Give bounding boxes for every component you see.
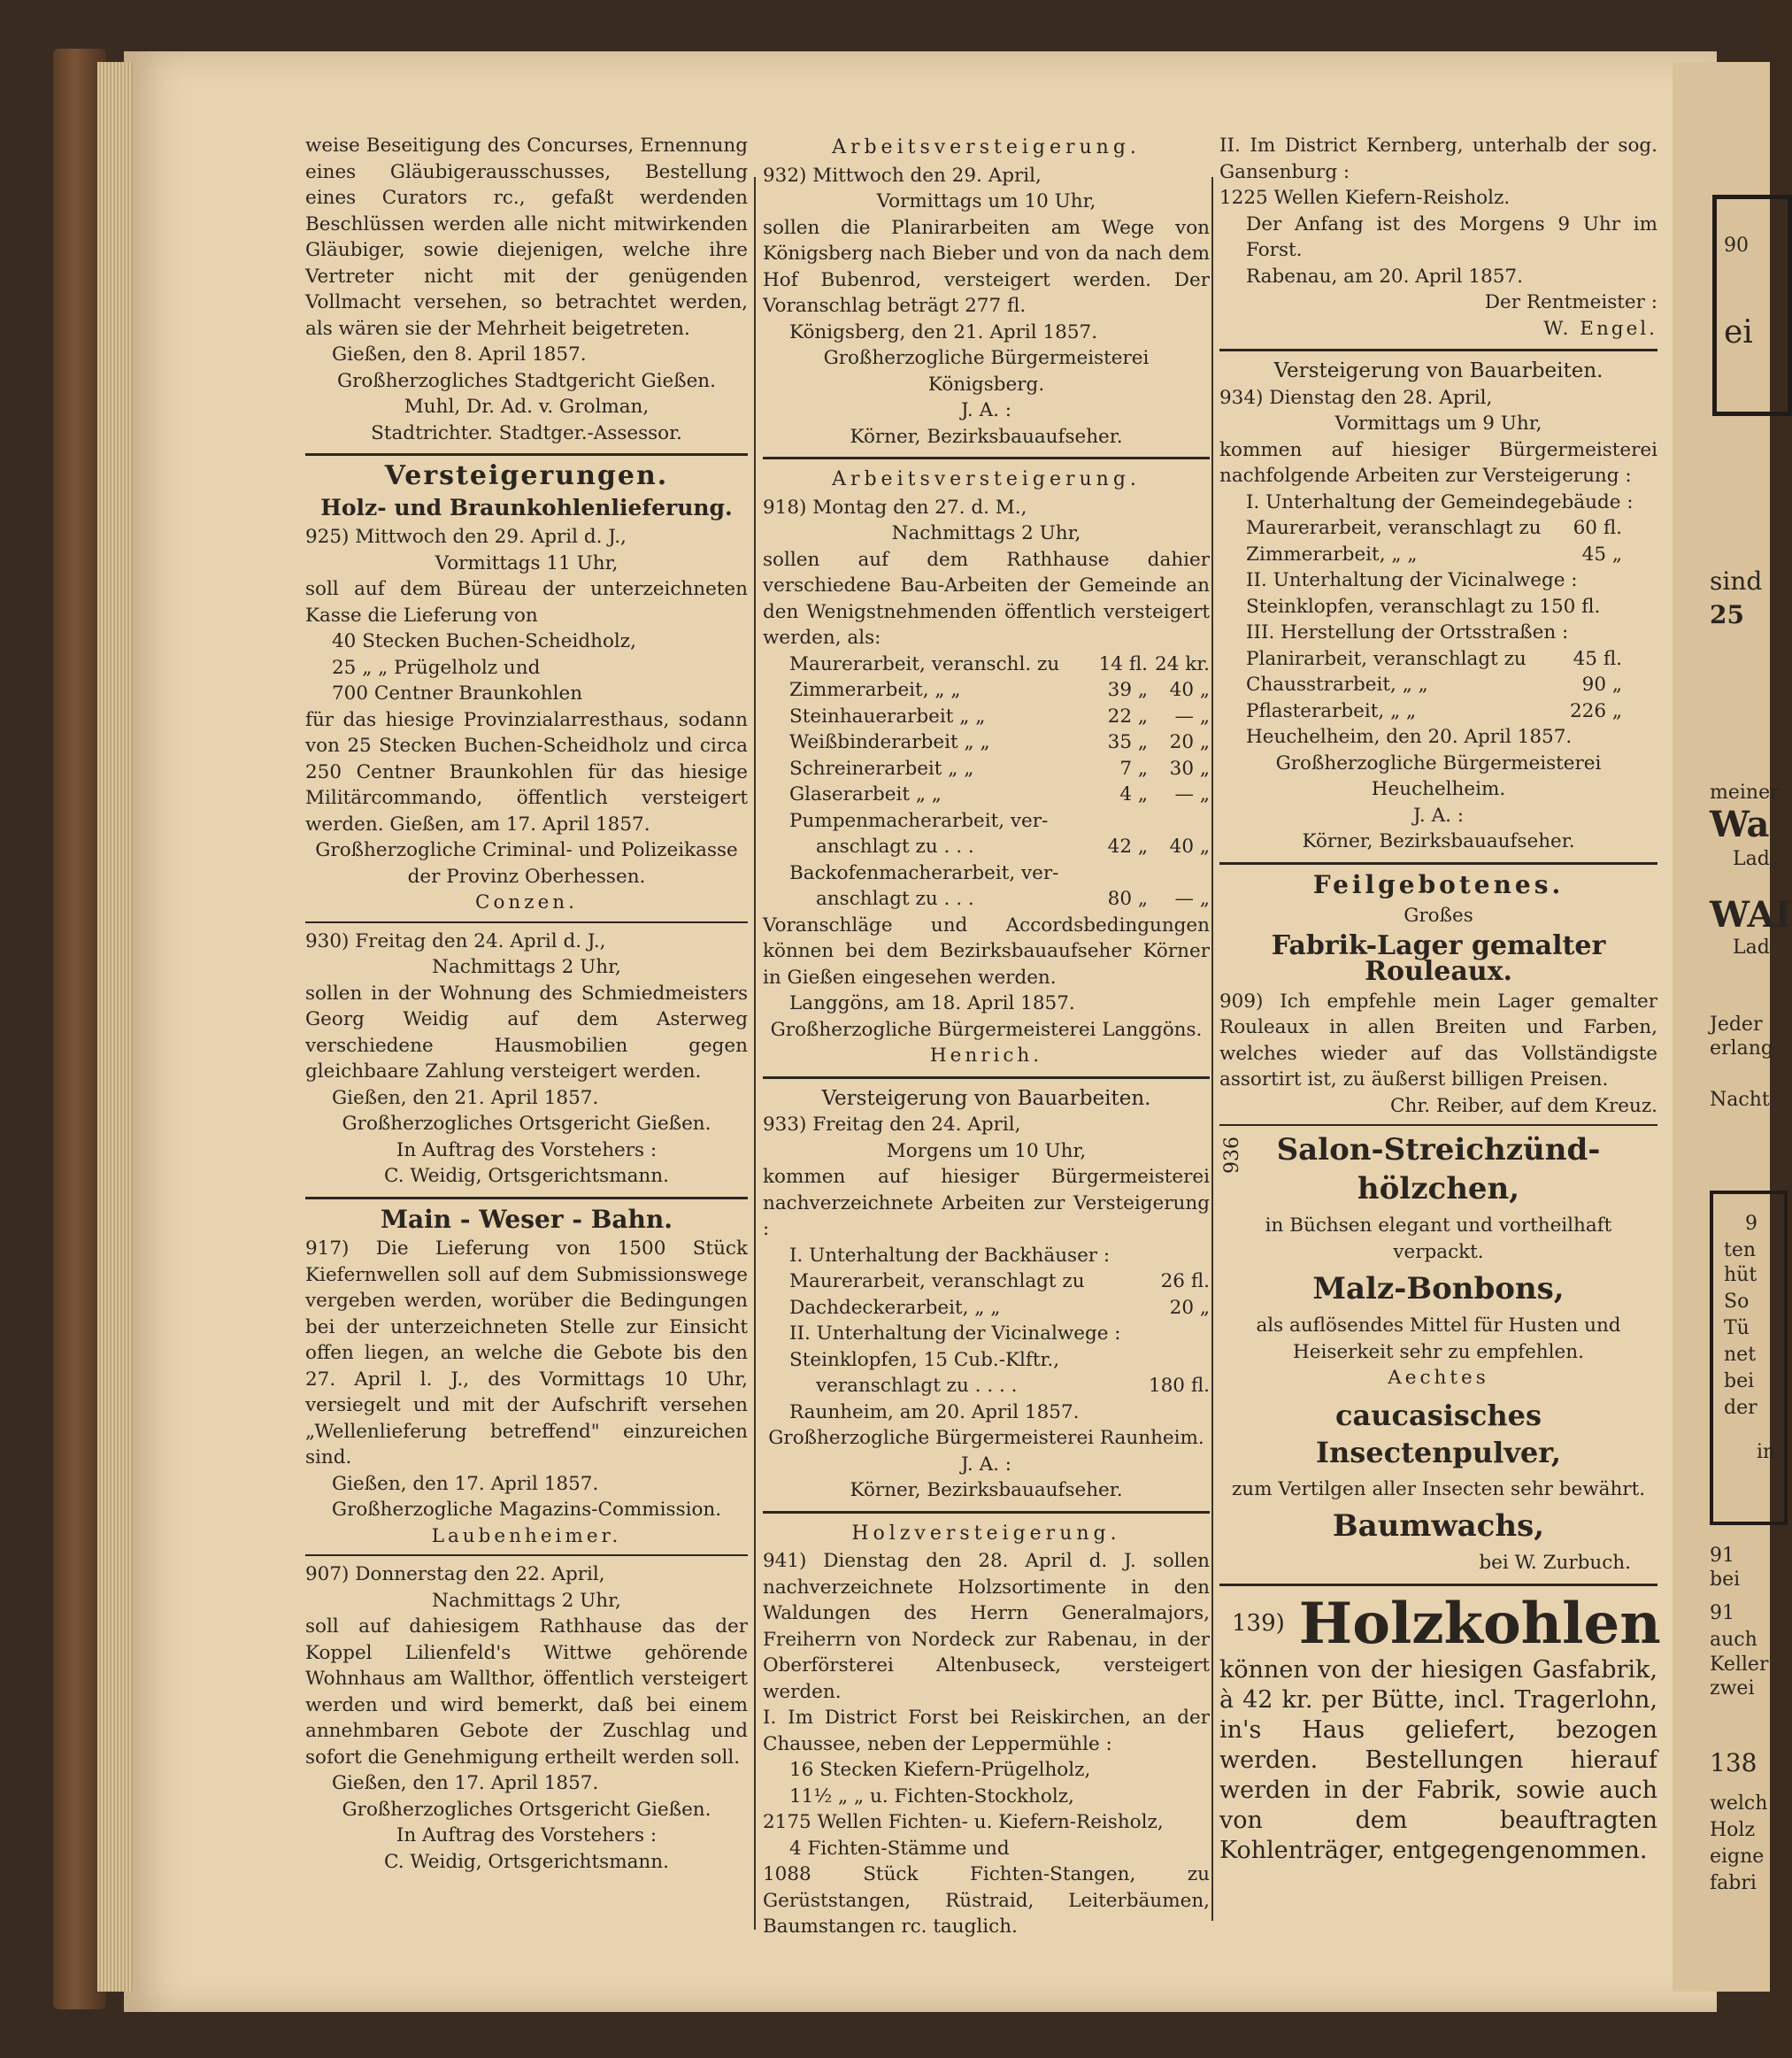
- price-kr: 24 kr.: [1155, 652, 1210, 675]
- ad-heading: Salon-Streichzünd-: [1276, 1132, 1601, 1168]
- ad-subhead: II. Im District Kernberg, unterhalb der sog. Gansenburg :: [1219, 135, 1657, 183]
- right-page-fragment: ten: [1724, 1239, 1757, 1261]
- price-item: Schreinerarbeit „ „: [789, 757, 974, 780]
- ad-text: können von der hiesigen Gasfabrik, à 42 kr. per Bütte, incl. Tragerlohn, in's Haus geliefert, bezogen werden. Bestellungen hierauf werden in der Fabrik, sowie auch von dem beauftragten Kohlenträger, entgegengenommen.: [1219, 1655, 1657, 1864]
- price-item: Planirarbeit, veranschlagt zu: [1246, 647, 1527, 670]
- ad-item: 25 „ „ Prügelholz und: [332, 656, 541, 679]
- right-page-fragment: 91: [1710, 1545, 1734, 1567]
- column-rule-1: [754, 177, 756, 1930]
- price-fl: 80 „: [1107, 888, 1148, 910]
- ad-text: sollen auf dem Rathhause dahier verschiedene Bau-Arbeiten der Gemeinde an den Wenigstnehmenden öffentlich versteigert werden, als:: [763, 548, 1210, 649]
- ad-signature: bei W. Zurbuch.: [1479, 1552, 1631, 1574]
- price-row: [1219, 698, 1657, 725]
- price-row: [763, 651, 1210, 678]
- ad-heading: Main - Weser - Bahn.: [381, 1204, 673, 1234]
- price-fl: 7 „: [1119, 757, 1148, 780]
- ad-line: Morgens um 10 Uhr,: [886, 1139, 1087, 1162]
- ad-item: 1088 Stück Fichten-Stangen, zu Gerüststangen, Rüstraid, Leiterbäumen, Baumstangen rc. tauglich.: [763, 1863, 1210, 1938]
- price-item: Maurerarbeit, veranschlagt zu: [1246, 517, 1542, 539]
- right-page-fragment: fabri: [1710, 1872, 1757, 1894]
- ad-heading: Malz-Bonbons,: [1312, 1271, 1565, 1306]
- ad-authority: J. A. :: [1412, 804, 1465, 827]
- ad-heading: Versteigerung von Bauarbeiten.: [1273, 359, 1604, 382]
- ad-authority: In Auftrag des Vorstehers :: [396, 1138, 658, 1161]
- ad-signature: Henrich.: [929, 1044, 1043, 1067]
- price-item: Backofenmacherarbeit, ver-: [789, 861, 1059, 884]
- ad-subhead: I. Im District Forst bei Reiskirchen, an der Chaussee, neben der Leppermühle :: [763, 1707, 1210, 1755]
- ad-subhead: III. Herstellung der Ortsstraßen :: [1246, 621, 1569, 644]
- price-fl: 39 „: [1107, 679, 1148, 701]
- ad-number: 936: [1221, 1137, 1243, 1174]
- ad-date: Gießen, den 21. April 1857.: [332, 1086, 599, 1109]
- ad-line: 925) Mittwoch den 29. April d. J.,: [305, 526, 627, 548]
- ad-139-title: [1219, 1590, 1661, 1657]
- ad-number: 139): [1232, 1609, 1285, 1637]
- ad-text: in Büchsen elegant und vortheilhaft verpackt.: [1265, 1214, 1612, 1263]
- right-page-fragment: meiner: [1710, 782, 1780, 804]
- divider: [305, 453, 748, 456]
- right-page-fragment: welch: [1710, 1792, 1768, 1815]
- price-kr: — „: [1174, 888, 1210, 910]
- ad-authority: Großherzogliche Bürgermeisterei Raunheim.: [768, 1427, 1204, 1449]
- ad-authority: Großherzogliches Ortsgericht Gießen.: [342, 1798, 711, 1821]
- ad-date: Gießen, den 17. April 1857.: [332, 1772, 599, 1794]
- price-fl: 20 „: [1169, 1296, 1210, 1319]
- ad-line: 918) Montag den 27. d. M.,: [763, 496, 1027, 519]
- ad-line: Nachmittags 2 Uhr,: [891, 522, 1081, 544]
- ad-signature: Chr. Reiber, auf dem Kreuz.: [1390, 1094, 1657, 1117]
- price-fl: 35 „: [1107, 731, 1148, 753]
- ad-line: 933) Freitag den 24. April,: [763, 1114, 1021, 1136]
- price-row: [763, 756, 1210, 782]
- right-page-fragment: 90: [1724, 235, 1749, 257]
- ad-authority: J. A. :: [960, 1453, 1012, 1476]
- price-item: Glaserarbeit „ „: [789, 783, 942, 805]
- price-kr: 20 „: [1169, 731, 1210, 753]
- price-fl: 60 fl.: [1573, 517, 1622, 539]
- notice-roles: Stadtrichter. Stadtger.-Assessor.: [371, 421, 682, 444]
- price-kr: 30 „: [1169, 757, 1210, 780]
- ad-subhead: II. Unterhaltung der Vicinalwege :: [789, 1322, 1121, 1345]
- ad-signature: Conzen.: [475, 891, 578, 913]
- ad-authority: Großherzogliches Ortsgericht Gießen.: [342, 1113, 711, 1135]
- ad-line: Vormittags um 10 Uhr,: [876, 190, 1096, 212]
- column-2: [763, 133, 1210, 1940]
- right-page-fragment: Nacht: [1710, 1089, 1770, 1111]
- right-page-fragment: 9: [1745, 1213, 1757, 1235]
- ad-text: für das hiesige Provinzialarresthaus, sodann von 25 Stecken Buchen-Scheidholz und circa 250 Centner Braunkohlen für das hiesige Militärcommando, öffentlich versteigert werden. Gießen, am 17. April 1857.: [305, 708, 748, 836]
- ad-text: soll auf dahiesigem Rathhause das der Koppel Lilienfeld's Wittwe gehörende Wohnhaus am Wallthor, öffentlich versteigert werden und wird bemerkt, daß bei einem annehmbaren Gebote der Zuschlag und sofort die Genehmigung ertheilt werden soll.: [305, 1615, 748, 1769]
- right-page-fragment: Jeder: [1710, 1014, 1763, 1036]
- right-page-fragment: sind: [1710, 567, 1763, 596]
- section-heading: Feilgebotenes.: [1312, 869, 1565, 899]
- price-item: Maurerarbeit, veranschl. zu: [789, 652, 1060, 675]
- price-row: [763, 808, 1210, 835]
- divider: [1219, 349, 1657, 351]
- section-heading: Versteigerungen.: [384, 460, 669, 491]
- right-page-fragment: Keller: [1710, 1653, 1769, 1676]
- ad-heading: caucasisches Insectenpulver,: [1316, 1398, 1561, 1469]
- ad-item: 1225 Wellen Kiefern-Reisholz.: [1219, 187, 1511, 209]
- divider: [763, 1511, 1210, 1514]
- right-page-fragment: eigne: [1710, 1846, 1765, 1868]
- ad-authority: J. A. :: [960, 399, 1012, 421]
- price-kr: — „: [1174, 783, 1210, 805]
- price-item: Pumpenmacherarbeit, ver-: [789, 809, 1049, 832]
- price-kr: 40 „: [1169, 836, 1210, 858]
- right-page-fragment: Lad: [1733, 937, 1770, 959]
- right-page-fragment: ei: [1724, 314, 1753, 351]
- price-fl: 42 „: [1107, 836, 1148, 858]
- ad-item: 2175 Wellen Fichten- u. Kiefern-Reisholz,: [763, 1811, 1164, 1833]
- ad-text: 909) Ich empfehle mein Lager gemalter Rouleaux in allen Breiten und Farben, welches wieder auf das Vollständigste assortirt ist, zu äußerst billigen Preisen.: [1219, 990, 1657, 1091]
- ad-signature: C. Weidig, Ortsgerichtsmann.: [384, 1850, 669, 1873]
- ad-pretitle: Aechtes: [1388, 1367, 1489, 1389]
- right-page-fragment: Tü: [1724, 1317, 1750, 1339]
- right-page-fragment: auch: [1710, 1629, 1757, 1651]
- ad-936: [1219, 1131, 1657, 1207]
- price-item: Zimmerarbeit, „ „: [1246, 543, 1418, 566]
- right-page-fragment: Wa: [1710, 804, 1770, 845]
- column-rule-2: [1211, 177, 1213, 1921]
- ad-authority: Großherzogliche Bürgermeisterei Langgöns.: [770, 1018, 1203, 1041]
- ad-text: kommen auf hiesiger Bürgermeisterei nachfolgende Arbeiten zur Versteigerung :: [1219, 438, 1657, 487]
- notice-signature: Muhl, Dr. Ad. v. Grolman,: [404, 396, 650, 418]
- price-item: veranschlagt zu . . . .: [816, 1375, 1018, 1397]
- price-fl: 90 „: [1581, 674, 1622, 696]
- price-row: [763, 704, 1210, 730]
- divider: [305, 1554, 748, 1556]
- right-page-fragment: erlang: [1710, 1037, 1773, 1060]
- price-row: [763, 677, 1210, 704]
- divider: [1219, 1584, 1657, 1586]
- ad-text: als auflösendes Mittel für Husten und Heiserkeit sehr zu empfehlen.: [1256, 1314, 1621, 1363]
- right-page-fragment: 91: [1710, 1602, 1734, 1624]
- price-item: anschlagt zu . . .: [816, 888, 974, 910]
- price-item: Dachdeckerarbeit, „ „: [789, 1296, 1001, 1319]
- price-fl: 45 „: [1581, 543, 1622, 566]
- right-page-fragment: Holz: [1710, 1819, 1756, 1841]
- price-fl: 180 fl.: [1148, 1375, 1210, 1397]
- price-row: [1219, 672, 1657, 698]
- ad-date: Langgöns, am 18. April 1857.: [789, 992, 1075, 1014]
- ad-heading: Baumwachs,: [1332, 1508, 1545, 1544]
- ad-heading: Arbeitsversteigerung.: [832, 468, 1141, 490]
- ad-signature: Körner, Bezirksbauaufseher.: [850, 425, 1123, 448]
- price-fl: 226 „: [1569, 699, 1622, 722]
- price-item: Pflasterarbeit, „ „: [1246, 699, 1417, 722]
- ad-authority: Großherzogliche Bürgermeisterei Königsberg.: [823, 347, 1150, 396]
- price-row: [763, 834, 1210, 860]
- ad-text: 917) Die Lieferung von 1500 Stück Kiefernwellen soll auf dem Submissionswege vergeben werden, worüber die Bedingungen bei der unterzeichneten Stelle zur Einsicht offen liegen, an welche die Gebote bis den 27. April l. J., des Vormittags 10 Uhr, versiegelt und mit der Aufschrift versehen „Wellenlieferung betreffend" einzureichen sind.: [305, 1237, 748, 1468]
- price-item: anschlagt zu . . .: [816, 836, 974, 858]
- price-row: [1219, 646, 1657, 673]
- notice-date: Gießen, den 8. April 1857.: [332, 343, 587, 366]
- ad-heading: Arbeitsversteigerung.: [832, 136, 1141, 158]
- ad-text: zum Vertilgen aller Insecten sehr bewährt.: [1231, 1477, 1646, 1500]
- price-row: [763, 886, 1210, 913]
- ad-line: 907) Donnerstag den 22. April,: [305, 1563, 605, 1585]
- ad-item: 700 Centner Braunkohlen: [332, 682, 583, 705]
- price-item: Steinhauerarbeit „ „: [789, 705, 986, 728]
- divider: [305, 921, 748, 923]
- ad-pretitle: Großes: [1404, 905, 1473, 927]
- ad-authority: Großherzogliche Magazins-Commission.: [331, 1499, 722, 1521]
- right-page-fragment: WAI: [1710, 894, 1792, 936]
- ad-item: 4 Fichten-Stämme und: [789, 1837, 1010, 1860]
- ad-line: Nachmittags 2 Uhr,: [432, 1589, 621, 1612]
- ad-date: Gießen, den 17. April 1857.: [332, 1472, 599, 1495]
- right-page-fragment: 25: [1710, 600, 1744, 629]
- price-row: [763, 782, 1210, 808]
- ad-heading: Holz- und Braunkohlenlieferung.: [320, 494, 733, 520]
- ad-text: kommen auf hiesiger Bürgermeisterei nachverzeichnete Arbeiten zur Versteigerung :: [763, 1166, 1210, 1240]
- price-item: Maurerarbeit, veranschlagt zu: [789, 1270, 1085, 1292]
- ad-date: Königsberg, den 21. April 1857.: [789, 320, 1098, 343]
- page-edges: [97, 62, 133, 1992]
- divider: [763, 1076, 1210, 1079]
- ad-heading: Holzversteigerung.: [851, 1522, 1121, 1545]
- ad-item: Steinklopfen, veranschlagt zu 150 fl.: [1246, 595, 1601, 618]
- price-fl: 22 „: [1107, 705, 1148, 728]
- right-page-fragment: Lad: [1733, 848, 1770, 870]
- ad-heading: Fabrik-Lager gemalter Rouleaux.: [1271, 929, 1606, 987]
- right-page-fragment: 138: [1710, 1748, 1757, 1777]
- ad-text: soll auf dem Büreau der unterzeichneten Kasse die Lieferung von: [305, 578, 748, 627]
- ad-subhead: I. Unterhaltung der Gemeindegebäude :: [1246, 490, 1634, 513]
- price-row: [763, 1295, 1210, 1322]
- price-kr: 40 „: [1169, 679, 1210, 701]
- ad-text: Voranschläge und Accordsbedingungen können bei dem Bezirksbauaufseher Körner in Gießen eingesehen werden.: [763, 913, 1210, 989]
- ad-authority: Der Rentmeister :: [1484, 291, 1657, 313]
- ad-date: Rabenau, am 20. April 1857.: [1246, 265, 1523, 288]
- ad-heading: Holzkohlen: [1298, 1590, 1661, 1657]
- ad-line: 930) Freitag den 24. April d. J.,: [305, 929, 606, 952]
- right-page-fragment: bei: [1724, 1370, 1755, 1392]
- ad-line: 932) Mittwoch den 29. April,: [763, 164, 1042, 187]
- price-row: [1219, 515, 1657, 542]
- ad-subhead: I. Unterhaltung der Backhäuser :: [789, 1244, 1111, 1267]
- price-fl: 26 fl.: [1160, 1270, 1210, 1292]
- ad-item: 40 Stecken Buchen-Scheidholz,: [332, 630, 636, 652]
- ad-subhead: II. Unterhaltung der Vicinalwege :: [1246, 569, 1578, 591]
- notice-authority: Großherzogliches Stadtgericht Gießen.: [336, 369, 716, 392]
- ad-date: Heuchelheim, den 20. April 1857.: [1246, 726, 1573, 748]
- right-page-fragment: net: [1724, 1344, 1757, 1366]
- right-page-fragment: zwei: [1710, 1677, 1755, 1700]
- right-page-fragment: hüt: [1724, 1264, 1757, 1286]
- ad-heading: Versteigerung von Bauarbeiten.: [821, 1086, 1151, 1110]
- right-page-fragment: der: [1724, 1397, 1757, 1419]
- column-1: [305, 133, 748, 1875]
- column-3: [1219, 133, 1661, 1866]
- price-item: Zimmerarbeit, „ „: [789, 679, 961, 701]
- price-row: [1219, 542, 1657, 568]
- ad-text: sollen in der Wohnung des Schmiedmeisters Georg Weidig auf dem Asterweg verschiedene Hausmobilien gegen gleichbaare Zahlung versteigert werden.: [305, 982, 748, 1083]
- ad-signature: W. Engel.: [1543, 317, 1657, 340]
- right-page-fragment: bei: [1710, 1569, 1741, 1591]
- ad-signature: C. Weidig, Ortsgerichtsmann.: [384, 1165, 669, 1187]
- ad-item: Steinklopfen, 15 Cub.-Klftr.,: [789, 1348, 1060, 1371]
- divider: [305, 1197, 748, 1199]
- notice-text: weise Beseitigung des Concurses, Ernennung eines Gläubigerausschusses, Bestellung eines Curators rc., gefaßt werdenden Beschlüssen werden alle nicht mitwirkenden Gläubiger, sowie diejenigen, welche ihre Vertreter nicht mit der genügenden Vollmacht versehen, so betrachtet werden, als wären sie der Mehrheit beigetreten.: [305, 135, 748, 340]
- price-item: Chausstrarbeit, „ „: [1246, 674, 1428, 696]
- ad-authority: Großherzogliche Criminal- und Polizeikasse der Provinz Oberhessen.: [315, 839, 738, 888]
- right-page-fragment: So: [1724, 1291, 1750, 1313]
- price-row: [763, 860, 1210, 887]
- ad-signature: Laubenheimer.: [431, 1524, 622, 1547]
- ad-item: 16 Stecken Kiefern-Prügelholz,: [789, 1759, 1091, 1781]
- price-kr: — „: [1174, 705, 1210, 728]
- divider: [1219, 1124, 1657, 1126]
- right-page-box: [1712, 195, 1792, 416]
- ad-signature: Körner, Bezirksbauaufseher.: [850, 1479, 1123, 1501]
- price-fl: 14 fl.: [1098, 652, 1148, 675]
- ad-date: Raunheim, am 20. April 1857.: [789, 1400, 1080, 1423]
- ad-line: 934) Dienstag den 28. April,: [1219, 386, 1493, 409]
- ad-text: 941) Dienstag den 28. April d. J. sollen nachverzeichnete Holzsortimente in den Waldungen des Herrn Generalmajors, Freiherrn von Nordeck zur Rabenau, in der Oberförsterei Altenbuseck, versteigert werden.: [763, 1550, 1210, 1703]
- price-row: [763, 1373, 1210, 1399]
- divider: [1219, 862, 1657, 865]
- price-fl: 4 „: [1119, 783, 1148, 805]
- price-item: Weißbinderarbeit „ „: [789, 731, 990, 753]
- ad-line: Vormittags um 9 Uhr,: [1334, 412, 1542, 435]
- price-row: [763, 729, 1210, 756]
- ad-text: Der Anfang ist des Morgens 9 Uhr im Forst.: [1246, 212, 1657, 261]
- price-row: [763, 1268, 1210, 1295]
- ad-heading: hölzchen,: [1357, 1171, 1520, 1206]
- right-page-fragment: in: [1757, 1441, 1776, 1463]
- ad-authority: In Auftrag des Vorstehers :: [396, 1824, 658, 1846]
- ad-line: Nachmittags 2 Uhr,: [432, 956, 621, 978]
- ad-text: sollen die Planirarbeiten am Wege von Königsberg nach Bieber und von da nach dem Hof Bubenrod, versteigert werden. Der Voranschlag beträgt 277 fl.: [763, 216, 1210, 317]
- divider: [763, 457, 1210, 459]
- ad-line: Vormittags 11 Uhr,: [435, 551, 619, 574]
- price-list: [763, 651, 1210, 808]
- price-fl: 45 fl.: [1573, 647, 1622, 670]
- ad-authority: Großherzogliche Bürgermeisterei Heuchelheim.: [1275, 752, 1602, 800]
- ad-item: 11½ „ „ u. Fichten-Stockholz,: [789, 1784, 1074, 1807]
- ad-signature: Körner, Bezirksbauaufseher.: [1302, 830, 1575, 852]
